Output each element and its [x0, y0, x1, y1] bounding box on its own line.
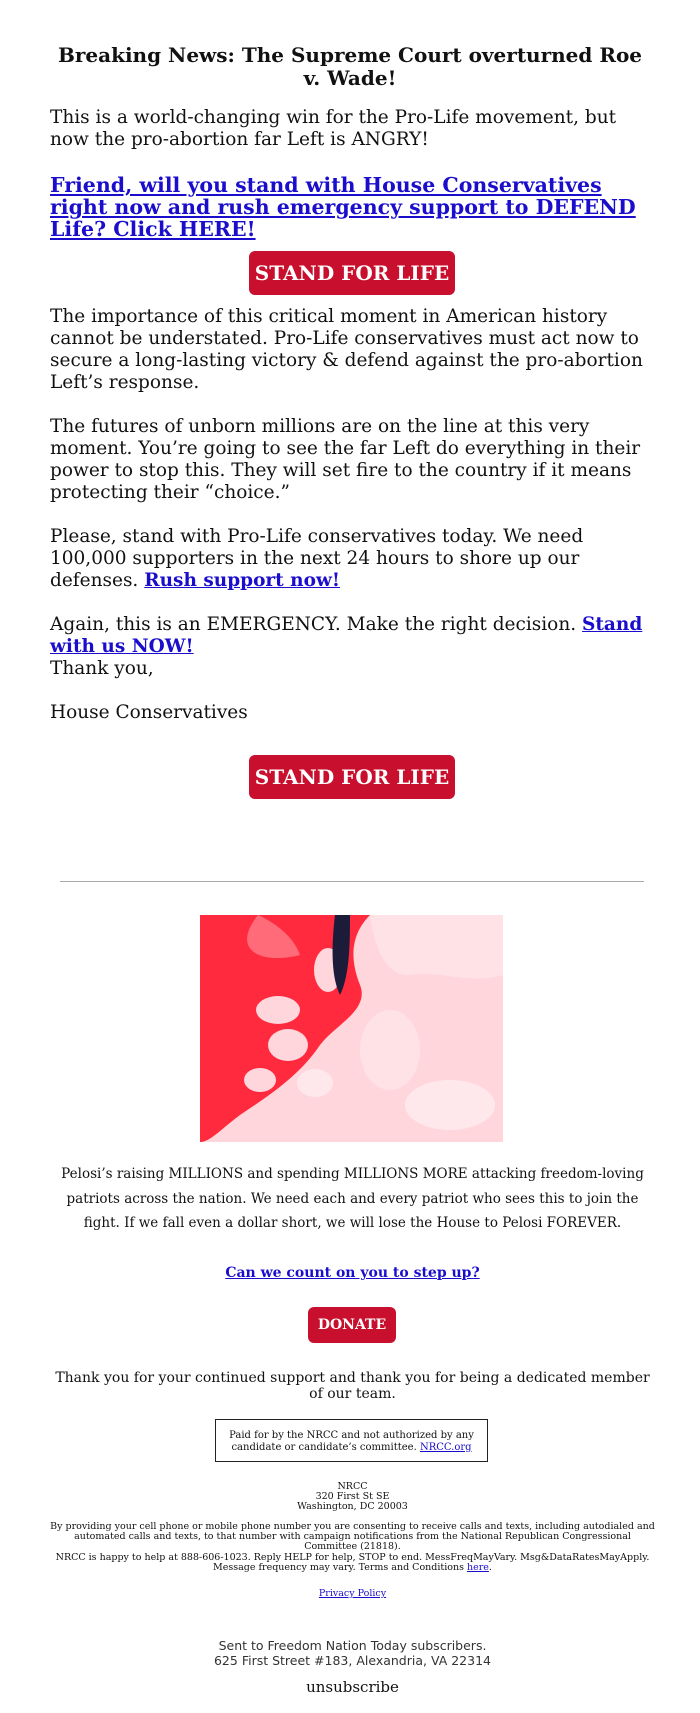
thanks-text: Thank you for your continued support and thank you for being a dedicated member of our team.	[55, 1370, 650, 1402]
paragraph-importance: The importance of this critical moment in American history cannot be understated. Pro-Life conservatives must act now to secure a long-lasting victory & defend against the pro-abortion Left’s response.	[50, 306, 643, 393]
divider	[60, 881, 644, 882]
org-address	[50, 1482, 655, 1512]
abstract-red-pink-art	[200, 915, 503, 1142]
paragraph-please-text: Please, stand with Pro-Life conservatives today. We need 100,000 supporters in the next 24 hours to shore up our defenses.	[50, 526, 584, 591]
org-street: 320 First St SE	[315, 1491, 390, 1502]
count-on-you-link[interactable]: Can we count on you to step up?	[225, 1265, 480, 1281]
paid-for-box	[215, 1419, 488, 1462]
paragraph-emergency	[50, 614, 655, 658]
cta-link[interactable]: Friend, will you stand with House Conservatives right now and rush emergency support to DEFEND Life? Click HERE!	[50, 173, 636, 241]
org-city: Washington, DC 20003	[297, 1501, 408, 1512]
terms-here-link[interactable]: here	[467, 1562, 489, 1573]
rush-support-link[interactable]: Rush support now!	[144, 570, 340, 591]
stand-for-life-button[interactable]: STAND FOR LIFE	[249, 251, 455, 295]
paragraph-futures: The futures of unborn millions are on the line at this very moment. You’re going to see the far Left do everything in their power to stop this. They will set fire to the country if it means protecting their “choice.”	[50, 416, 641, 503]
sms-consent-text: By providing your cell phone or mobile phone number you are consenting to receive calls and texts, including autodialed and automated calls and texts, to that number with campaign notifications from the National Republican Congressional Committee (21818).	[50, 1521, 655, 1552]
stand-with-us-link[interactable]: Stand with us NOW!	[50, 614, 643, 657]
unsubscribe-link[interactable]: unsubscribe	[306, 1678, 399, 1696]
paid-for-text: Paid for by the NRCC and not authorized by any candidate or candidate’s committee.	[229, 1430, 474, 1453]
nrcc-link[interactable]: NRCC.org	[419, 1442, 472, 1453]
help-text: NRCC is happy to help at 888-606-1023. Reply HELP for help, STOP to end. MessFreqMayVary. Msg&DataRatesMayApply. Message frequency may vary. Terms and Conditions	[55, 1552, 650, 1573]
donate-button[interactable]: DONATE	[308, 1307, 396, 1343]
signoff: Thank you,	[50, 658, 154, 679]
help-text-block	[50, 1553, 655, 1573]
stand-for-life-button-bottom[interactable]: STAND FOR LIFE	[249, 755, 455, 799]
privacy-policy-link[interactable]: Privacy Policy	[318, 1588, 387, 1599]
sent-to-block	[50, 1638, 655, 1668]
pelosi-paragraph: Pelosi’s raising MILLIONS and spending MILLIONS MORE attacking freedom-loving patriots across the nation. We need each and every patriot who sees this to join the fight. If we fall even a dollar short, we will lose the House to Pelosi FOREVER.	[61, 1166, 644, 1231]
sent-line-2: 625 First Street #183, Alexandria, VA 22314	[213, 1653, 491, 1668]
org-name: NRCC	[337, 1481, 368, 1492]
period: .	[488, 1562, 492, 1573]
headline: Breaking News: The Supreme Court overturned Roe v. Wade!	[57, 43, 643, 90]
paragraph-please	[50, 526, 655, 592]
signature: House Conservatives	[50, 702, 248, 723]
intro-paragraph: This is a world-changing win for the Pro-Life movement, but now the pro-abortion far Left is ANGRY!	[50, 107, 617, 150]
sent-line-1: Sent to Freedom Nation Today subscribers.	[218, 1638, 487, 1653]
privacy-block	[50, 1588, 655, 1599]
paragraph-emergency-text: Again, this is an EMERGENCY. Make the right decision.	[50, 614, 577, 635]
